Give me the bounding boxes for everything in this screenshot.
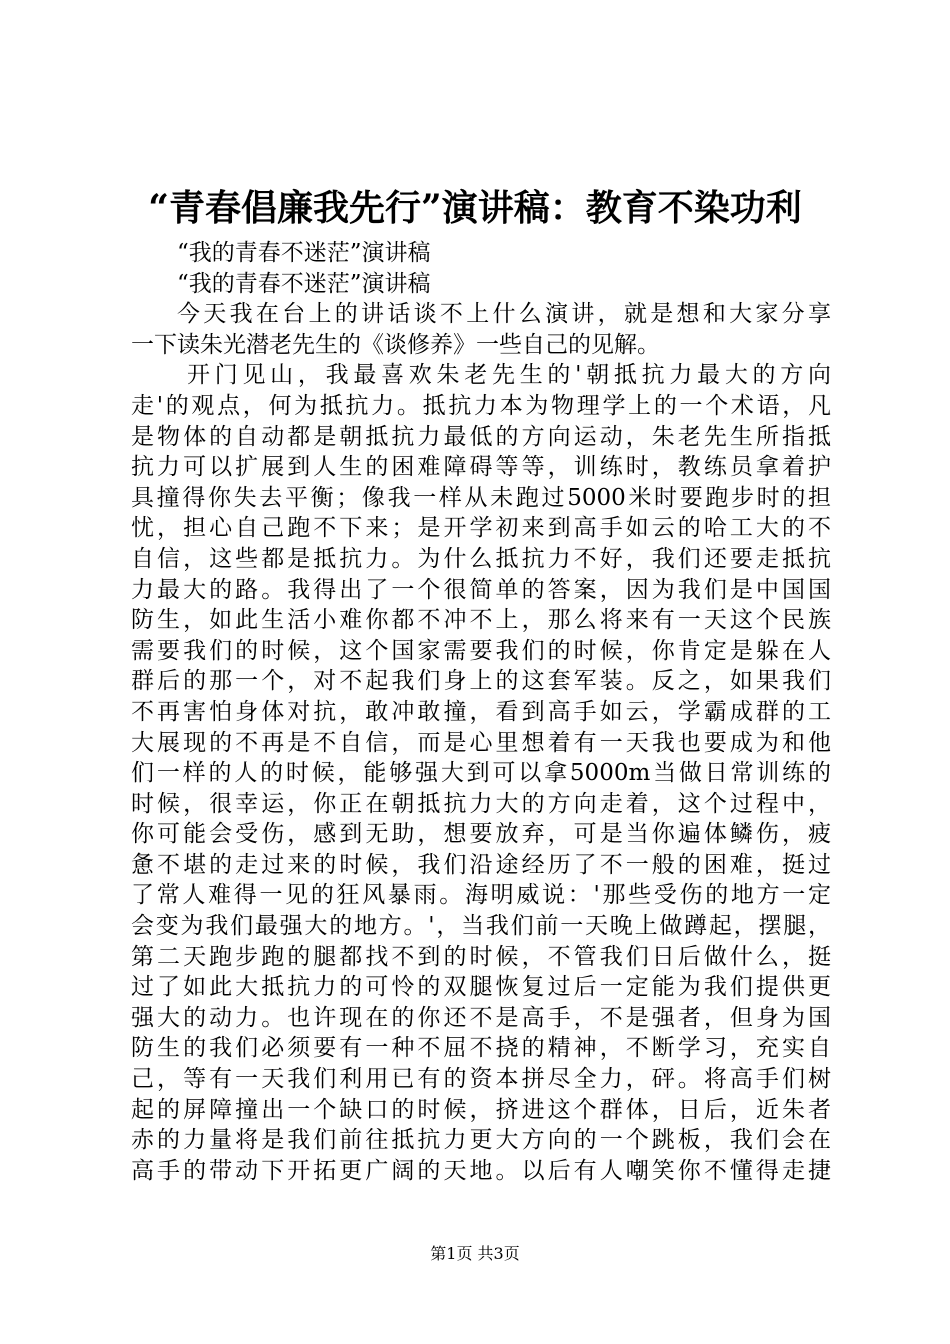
text-line: 抗力可以扩展到人生的困难障碍等等，训练时，教练员拿着护 [131,454,831,481]
text-line: “我的青春不迷茫”演讲稿 [177,270,431,297]
text-line: 不再害怕身体对抗，敢冲敢撞，看到高手如云，学霸成群的工 [131,698,831,725]
text-line: 具撞得你失去平衡；像我一样从未跑过5000米时要跑步时的担 [131,484,831,511]
text-line: 忧，担心自己跑不下来；是开学初来到高手如云的哈工大的不 [131,515,831,542]
text-line: 会变为我们最强大的地方。'，当我们前一天晚上做蹲起，摆腿， [131,913,831,940]
text-line: 力最大的路。我得出了一个很简单的答案，因为我们是中国国 [131,576,831,603]
text-line: 一下读朱光潜老先生的《谈修养》一些自己的见解。 [131,331,660,358]
text-line: 高手的带动下开拓更广阔的天地。以后有人嘲笑你不懂得走捷 [131,1157,831,1184]
text-line: 开门见山，我最喜欢朱老先生的'朝抵抗力最大的方向 [187,362,831,389]
text-line: 需要我们的时候，这个国家需要我们的时候，你肯定是躲在人 [131,637,831,664]
text-line: 自信，这些都是抵抗力。为什么抵抗力不好，我们还要走抵抗 [131,545,831,572]
text-line: 赤的力量将是我们前往抵抗力更大方向的一个跳板，我们会在 [131,1127,831,1154]
document-body [131,238,831,1186]
text-line: 是物体的自动都是朝抵抗力最低的方向运动，朱老先生所指抵 [131,423,831,450]
text-line: 时候，很幸运，你正在朝抵抗力大的方向走着，这个过程中， [131,790,831,817]
text-line: 防生的我们必须要有一种不屈不挠的精神，不断学习，充实自 [131,1035,831,1062]
text-line: 们一样的人的时候，能够强大到可以拿5000m当做日常训练的 [131,760,831,787]
text-line: 己，等有一天我们利用已有的资本拼尽全力，砰。将高手们树 [131,1066,831,1093]
text-line: 群后的那一个，对不起我们身上的这套军装。反之，如果我们 [131,668,831,695]
text-line: 防生，如此生活小难你都不冲不上，那么将来有一天这个民族 [131,607,831,634]
text-line: 起的屏障撞出一个缺口的时候，挤进这个群体，日后，近朱者 [131,1096,831,1123]
document-title: “青春倡廉我先行”演讲稿：教育不染功利 [148,187,802,229]
text-line: 过了如此大抵抗力的可怜的双腿恢复过后一定能为我们提供更 [131,974,831,1001]
text-line: 惫不堪的走过来的时候，我们沿途经历了不一般的困难，挺过 [131,851,831,878]
text-line: 了常人难得一见的狂风暴雨。海明威说：'那些受伤的地方一定 [131,882,831,909]
text-line: 强大的动力。也许现在的你还不是高手，不是强者，但身为国 [131,1004,831,1031]
text-line: 今天我在台上的讲话谈不上什么演讲，就是想和大家分享 [177,301,831,328]
text-line: 第二天跑步跑的腿都找不到的时候，不管我们日后做什么，挺 [131,943,831,970]
text-line: 走'的观点，何为抵抗力。抵抗力本为物理学上的一个术语，凡 [131,392,831,419]
page-footer: 第1页 共3页 [430,1244,520,1263]
text-line: 大展现的不再是不自信，而是心里想着有一天我也要成为和他 [131,729,831,756]
text-line: “我的青春不迷茫”演讲稿 [177,240,431,266]
text-line: 你可能会受伤，感到无助，想要放弃，可是当你遍体鳞伤，疲 [131,821,831,848]
